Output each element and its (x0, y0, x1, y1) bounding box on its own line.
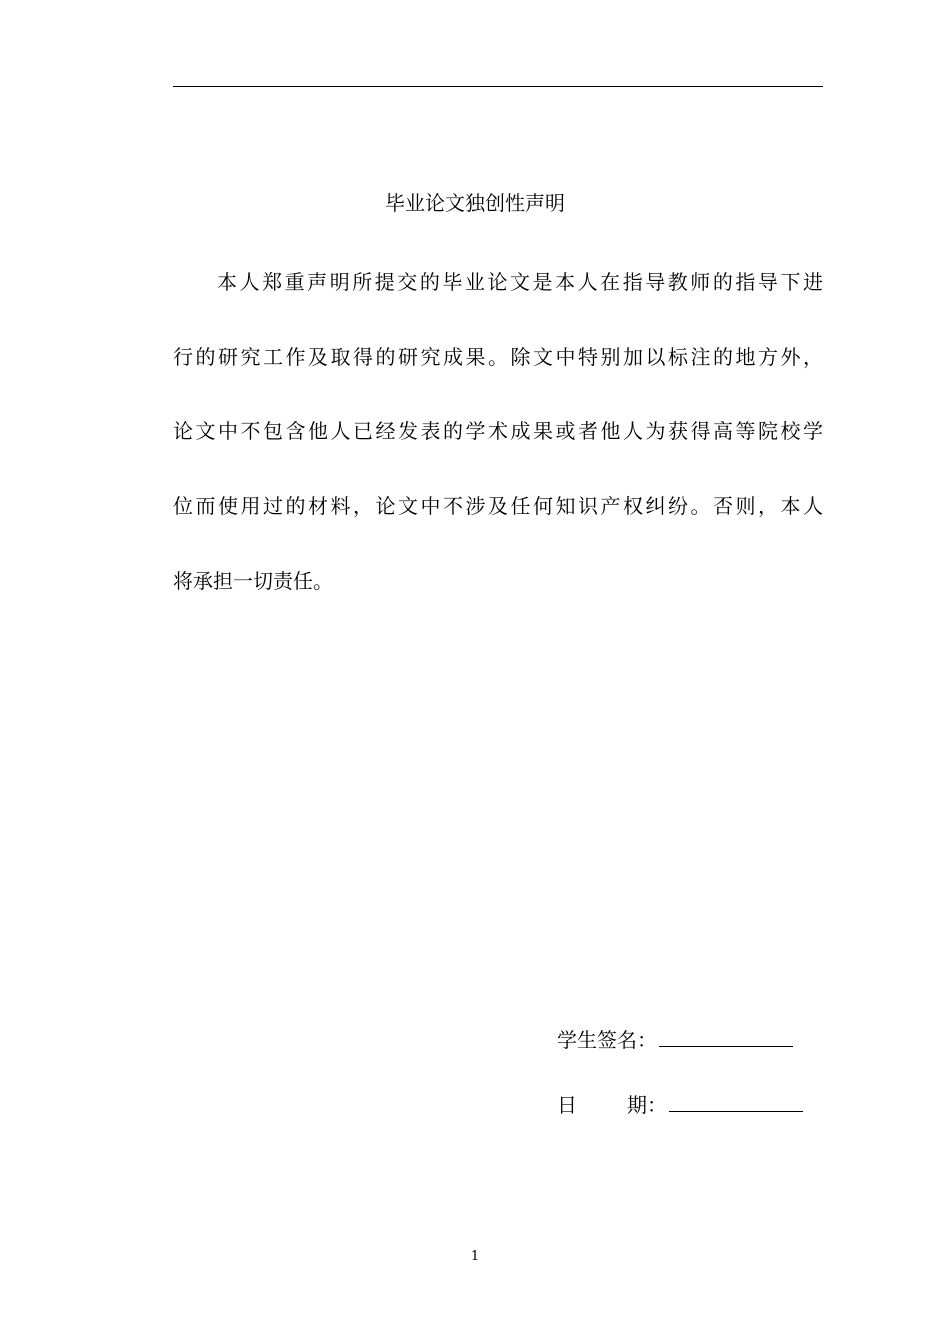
date-label (557, 1090, 667, 1120)
date-row (557, 1090, 803, 1120)
page-number: 1 (470, 1249, 480, 1264)
declaration-line-1: 本人郑重声明所提交的毕业论文是本人在指导教师的指导下进 (217, 270, 823, 294)
declaration-line-3: 论文中不包含他人已经发表的学术成果或者他人为获得高等院校学 (173, 419, 823, 443)
student-signature-label: 学生签名： (557, 1028, 657, 1052)
header-rule (173, 86, 823, 87)
date-label-left: 日 (557, 1093, 577, 1117)
date-blank[interactable] (669, 1091, 803, 1112)
declaration-line-5: 将承担一切责任。 (173, 569, 333, 593)
student-signature-row (557, 1025, 793, 1055)
student-signature-blank[interactable] (659, 1026, 793, 1047)
declaration-title: 毕业论文独创性声明 (385, 191, 565, 215)
declaration-line-2: 行的研究工作及取得的研究成果。除文中特别加以标注的地方外， (173, 345, 823, 369)
date-label-right: 期： (627, 1093, 667, 1117)
declaration-line-4: 位而使用过的材料，论文中不涉及任何知识产权纠纷。否则，本人 (173, 494, 823, 518)
